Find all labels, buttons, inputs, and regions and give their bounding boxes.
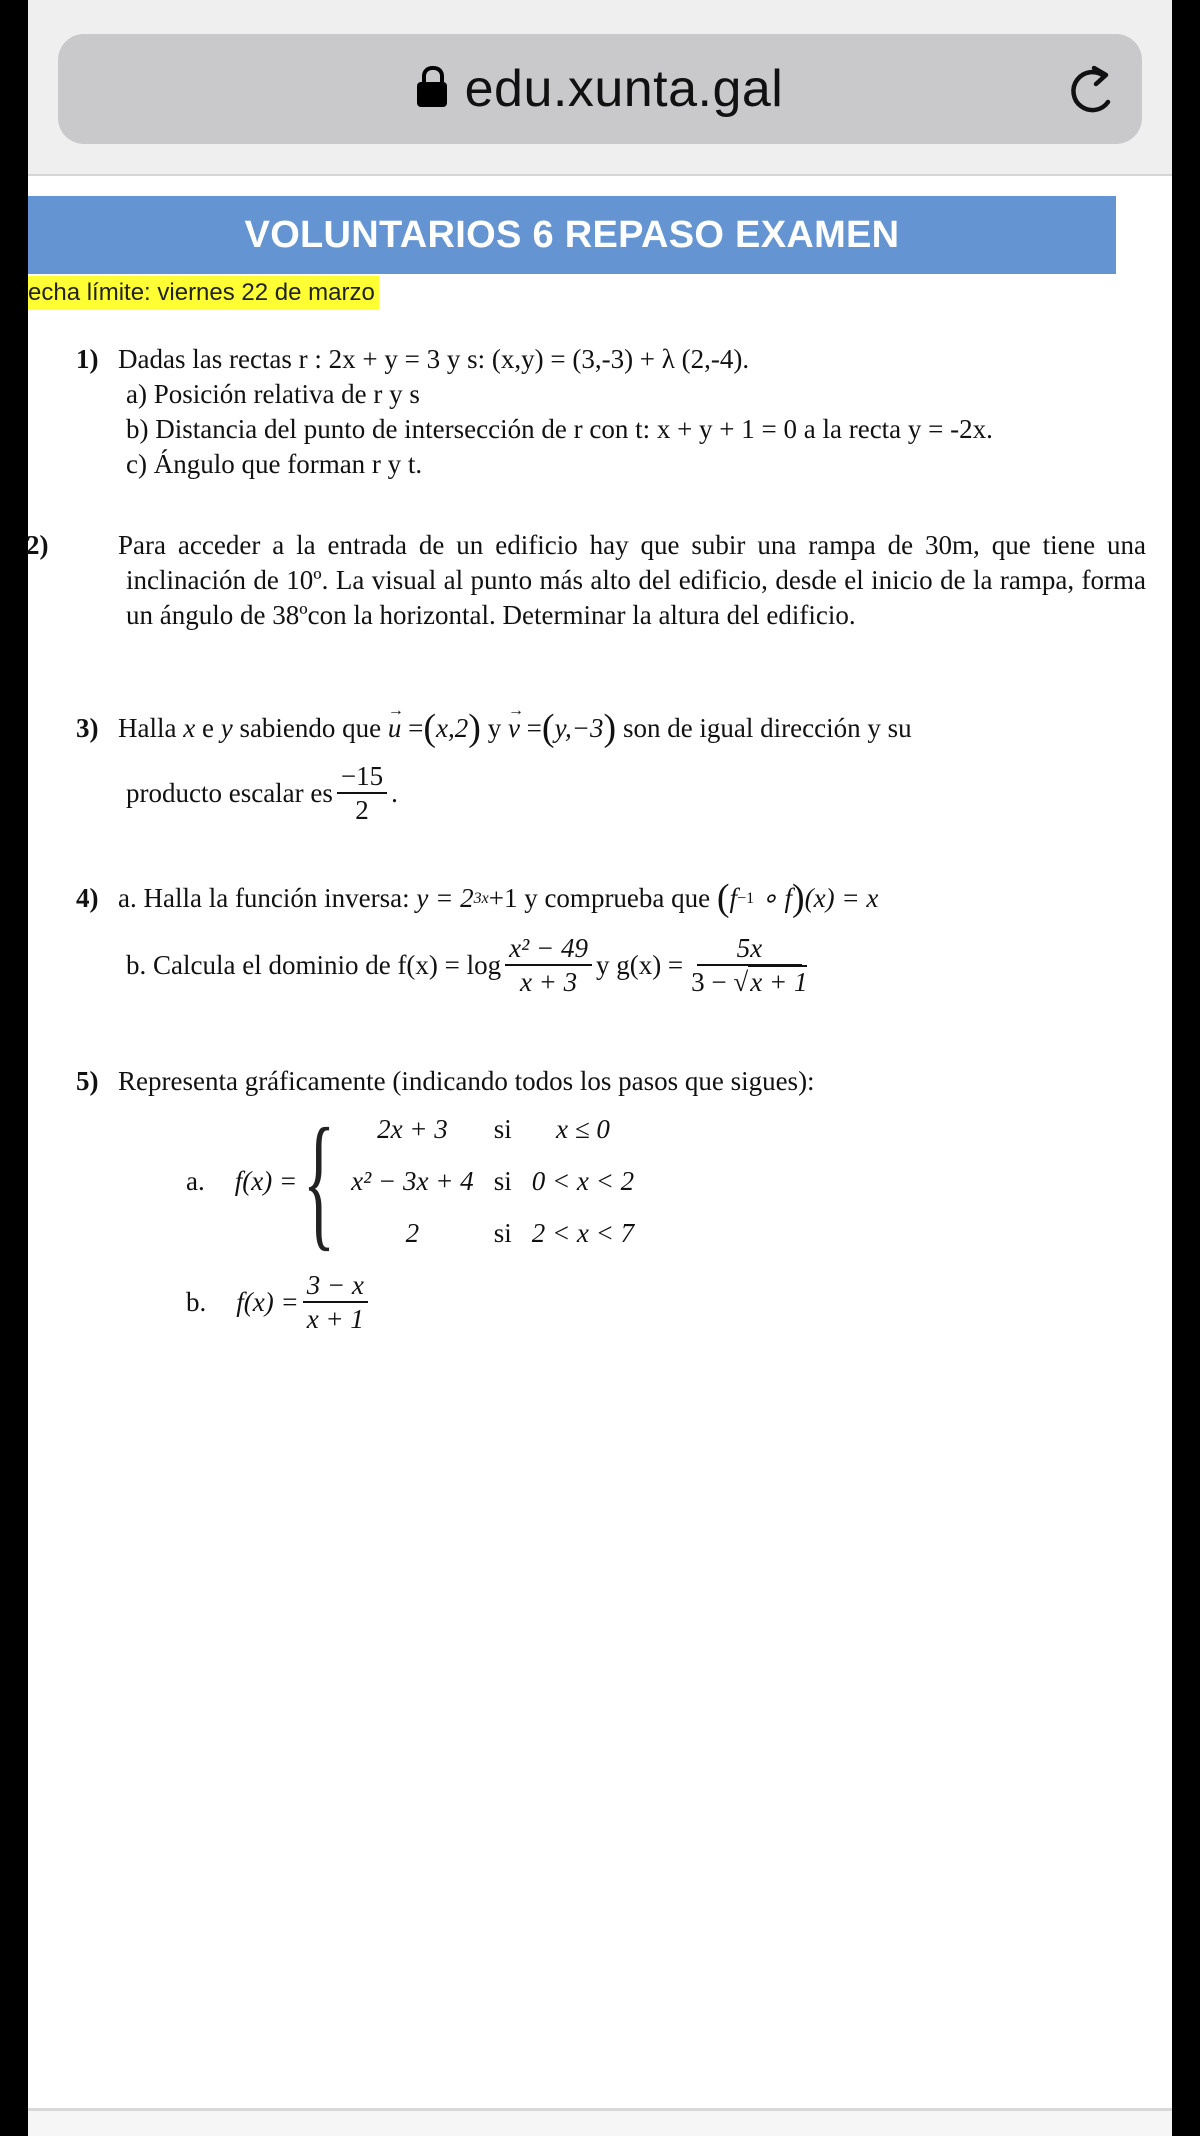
- math: (x) = x: [804, 882, 879, 913]
- rational-function: [76, 1269, 1146, 1335]
- fraction: [303, 1269, 368, 1335]
- case-cond: 2 < x < 7: [531, 1217, 635, 1248]
- text: sabiendo que: [239, 712, 382, 743]
- case-cond: 0 < x < 2: [531, 1165, 635, 1196]
- var-x: x: [183, 712, 196, 743]
- math: y = 2: [416, 882, 474, 913]
- vector-u: → u: [388, 711, 402, 746]
- part-label: b.: [186, 1286, 207, 1317]
- case-expr: x² − 3x + 4: [351, 1165, 474, 1196]
- bottom-toolbar: [28, 2108, 1172, 2136]
- denominator: x + 3: [519, 967, 578, 997]
- question-part: b) Distancia del punto de intersección de r con t: x + y + 1 = 0 a la recta y = -2x.: [126, 414, 993, 444]
- text: y: [595, 949, 610, 980]
- question-number: 3): [76, 712, 99, 743]
- question-number: 5): [76, 1066, 99, 1096]
- vector-v: → v: [508, 711, 520, 746]
- exponent: 3x: [473, 889, 489, 907]
- var-y: y: [220, 712, 233, 743]
- question-3: 3) Halla x e y sabiendo que → u = ( x,2 ) y → v = ( y,−3 ) son de igual dirección y su producto escalar es $\frac{-15}{2}$ .: [76, 706, 1146, 826]
- cases-table: [341, 1103, 644, 1259]
- vector-u-value: x,2: [436, 712, 469, 743]
- url-text[interactable]: edu.xunta.gal: [464, 60, 784, 118]
- question-number: 4): [76, 882, 99, 913]
- numerator: 5x: [697, 932, 802, 966]
- text: producto escalar es: [126, 777, 333, 808]
- question-number: 2): [26, 530, 49, 560]
- question-1: [76, 342, 1146, 482]
- text: y: [487, 712, 502, 743]
- vector-v-value: y,−3: [554, 712, 604, 743]
- math: +1: [488, 882, 518, 913]
- case-row: [341, 1207, 644, 1259]
- reload-icon[interactable]: [1064, 62, 1120, 118]
- numerator: 3 − x: [303, 1269, 368, 1303]
- math: f(x) =: [236, 1286, 299, 1317]
- case-cond: x ≤ 0: [556, 1113, 610, 1144]
- lock-icon: [417, 66, 447, 108]
- question-text: Para acceder a la entrada de un edificio hay que subir una rampa de 30m, que tiene una inclinación de 10º. La visual al punto más alto del edificio, desde el inicio de la rampa, forma un ángulo de 38ºcon la horizontal. Determinar la altura del edificio.: [118, 530, 1146, 630]
- title-banner: [28, 196, 1116, 274]
- text: y comprueba que: [524, 882, 711, 913]
- numerator: x² − 49: [505, 932, 592, 966]
- case-si: si: [493, 1217, 512, 1248]
- question-number: 1): [76, 344, 99, 374]
- case-row: [341, 1155, 644, 1207]
- question-part: c) Ángulo que forman r y t.: [126, 449, 423, 479]
- document-title: VOLUNTARIOS 6 REPASO EXAMEN: [244, 213, 900, 256]
- browser-screen: [28, 0, 1172, 2133]
- exponent: −1: [737, 889, 755, 907]
- question-text: Representa gráficamente (indicando todos los pasos que sigues):: [118, 1066, 815, 1096]
- math: 3 −: [691, 967, 734, 997]
- part-label: a.: [186, 1165, 205, 1196]
- brace: {: [302, 1098, 336, 1264]
- text: b. Calcula el dominio de: [126, 949, 391, 980]
- text: son de igual dirección y su: [622, 712, 912, 743]
- case-expr: 2x + 3: [377, 1113, 448, 1144]
- address-bar[interactable]: [58, 34, 1142, 144]
- math: g(x) =: [616, 949, 684, 980]
- math: ∘ f: [760, 882, 792, 913]
- case-expr: 2: [405, 1217, 420, 1248]
- denominator: x + 1: [306, 1304, 364, 1334]
- radicand: x + 1: [750, 967, 808, 997]
- text: e: [201, 712, 214, 743]
- case-si: si: [493, 1113, 512, 1144]
- browser-toolbar: [28, 0, 1172, 176]
- math: f: [729, 882, 738, 913]
- case-row: [341, 1103, 644, 1155]
- piecewise-function: [76, 1098, 1146, 1264]
- deadline-label: echa límite: viernes 22 de marzo: [28, 276, 379, 310]
- math: f(x) = log: [397, 949, 502, 980]
- question-2: [26, 528, 1146, 633]
- case-si: si: [493, 1165, 512, 1196]
- text: .: [391, 777, 398, 808]
- fraction: $\frac{5x}{3 - √x + 1}$: [691, 933, 808, 997]
- fraction: [337, 760, 387, 826]
- fraction: [505, 932, 592, 998]
- question-5: [76, 1064, 1146, 1335]
- numerator: −15: [337, 760, 387, 794]
- question-text: Dadas las rectas r : 2x + y = 3 y s: (x,y) = (3,-3) + λ (2,-4).: [118, 344, 750, 374]
- text: a. Halla la función inversa:: [118, 882, 410, 913]
- question-part: a) Posición relativa de r y s: [126, 379, 420, 409]
- math: f(x) =: [234, 1165, 298, 1196]
- question-4: 4) a. Halla la función inversa: y = 2 3x +1 y comprueba que ( f −1 ∘ f ) (x) = x b. Calcula el dominio de f(x) = log $\frac{\text{x² − 49}}{x + 3}$ y g(x) = $\frac{5x}{3 - √x + 1}$: [76, 876, 879, 997]
- text: Halla: [118, 712, 177, 743]
- denominator: 2: [355, 795, 369, 825]
